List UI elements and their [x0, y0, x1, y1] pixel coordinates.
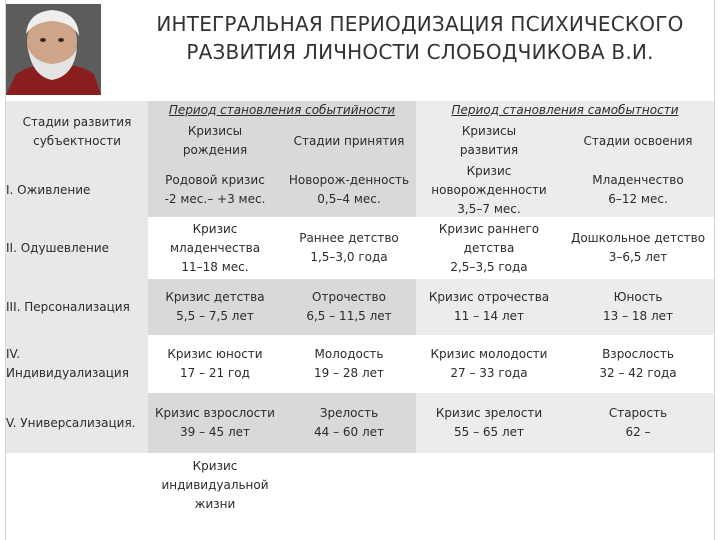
table-cell: Дошкольное детство 3–6,5 лет	[562, 217, 714, 279]
table-cell: Кризис взрослости 39 – 45 лет	[148, 393, 282, 453]
stage-label: II. Одушевление	[6, 217, 148, 279]
table-cell: Кризис раннего детства 2,5–3,5 года	[416, 217, 562, 279]
table-cell: Молодость 19 – 28 лет	[282, 335, 416, 393]
period1-header: Период становления событийности	[148, 101, 416, 119]
table-cell: Новорож-денность 0,5–4 мес.	[282, 163, 416, 217]
stage-header: Стадии развития субъектности	[6, 101, 148, 163]
stage-label: III. Персонализация	[6, 279, 148, 335]
table-cell	[562, 453, 714, 518]
table-cell: Кризис молодости 27 – 33 года	[416, 335, 562, 393]
period2-header: Период становления самобытности	[416, 101, 714, 119]
title-line-1: ИНТЕГРАЛЬНАЯ ПЕРИОДИЗАЦИЯ ПСИХИЧЕСКОГО	[156, 12, 684, 36]
title-line-2: РАЗВИТИЯ ЛИЧНОСТИ СЛОБОДЧИКОВА В.И.	[186, 40, 654, 64]
frame-line-right	[714, 0, 715, 540]
table-cell: Кризис младенчества 11–18 мес.	[148, 217, 282, 279]
table-cell: Кризис индивидуальной жизни	[148, 453, 282, 518]
table-cell: Младенчество 6–12 мес.	[562, 163, 714, 217]
page-title	[140, 10, 700, 66]
table-cell: Взрослость 32 – 42 года	[562, 335, 714, 393]
stage-label: IV. Индивидуализация	[6, 335, 148, 393]
table-cell: Кризис новорожденности 3,5–7 мес.	[416, 163, 562, 217]
table-cell	[282, 453, 416, 518]
table-cell: Кризис отрочества 11 – 14 лет	[416, 279, 562, 335]
table-cell: Кризис зрелости 55 – 65 лет	[416, 393, 562, 453]
table-cell: Кризис детства 5,5 – 7,5 лет	[148, 279, 282, 335]
table-cell: Раннее детство 1,5–3,0 года	[282, 217, 416, 279]
subheader-birth-crises: Кризисы рождения	[148, 119, 282, 163]
author-portrait	[6, 4, 101, 95]
table-cell: Отрочество 6,5 – 11,5 лет	[282, 279, 416, 335]
table-cell	[416, 453, 562, 518]
stage-label: V. Универсализация.	[6, 393, 148, 453]
subheader-development-crises: Кризисы развития	[416, 119, 562, 163]
subheader-acceptance-stages: Стадии принятия	[282, 119, 416, 163]
table-cell: Кризис юности 17 – 21 год	[148, 335, 282, 393]
stage-label: I. Оживление	[6, 163, 148, 217]
table-cell: Родовой кризис -2 мес.– +3 мес.	[148, 163, 282, 217]
table-cell: Старость 62 –	[562, 393, 714, 453]
stage-label	[6, 453, 148, 518]
table-cell: Юность 13 – 18 лет	[562, 279, 714, 335]
table-cell: Зрелость 44 – 60 лет	[282, 393, 416, 453]
subheader-mastery-stages: Стадии освоения	[562, 119, 714, 163]
